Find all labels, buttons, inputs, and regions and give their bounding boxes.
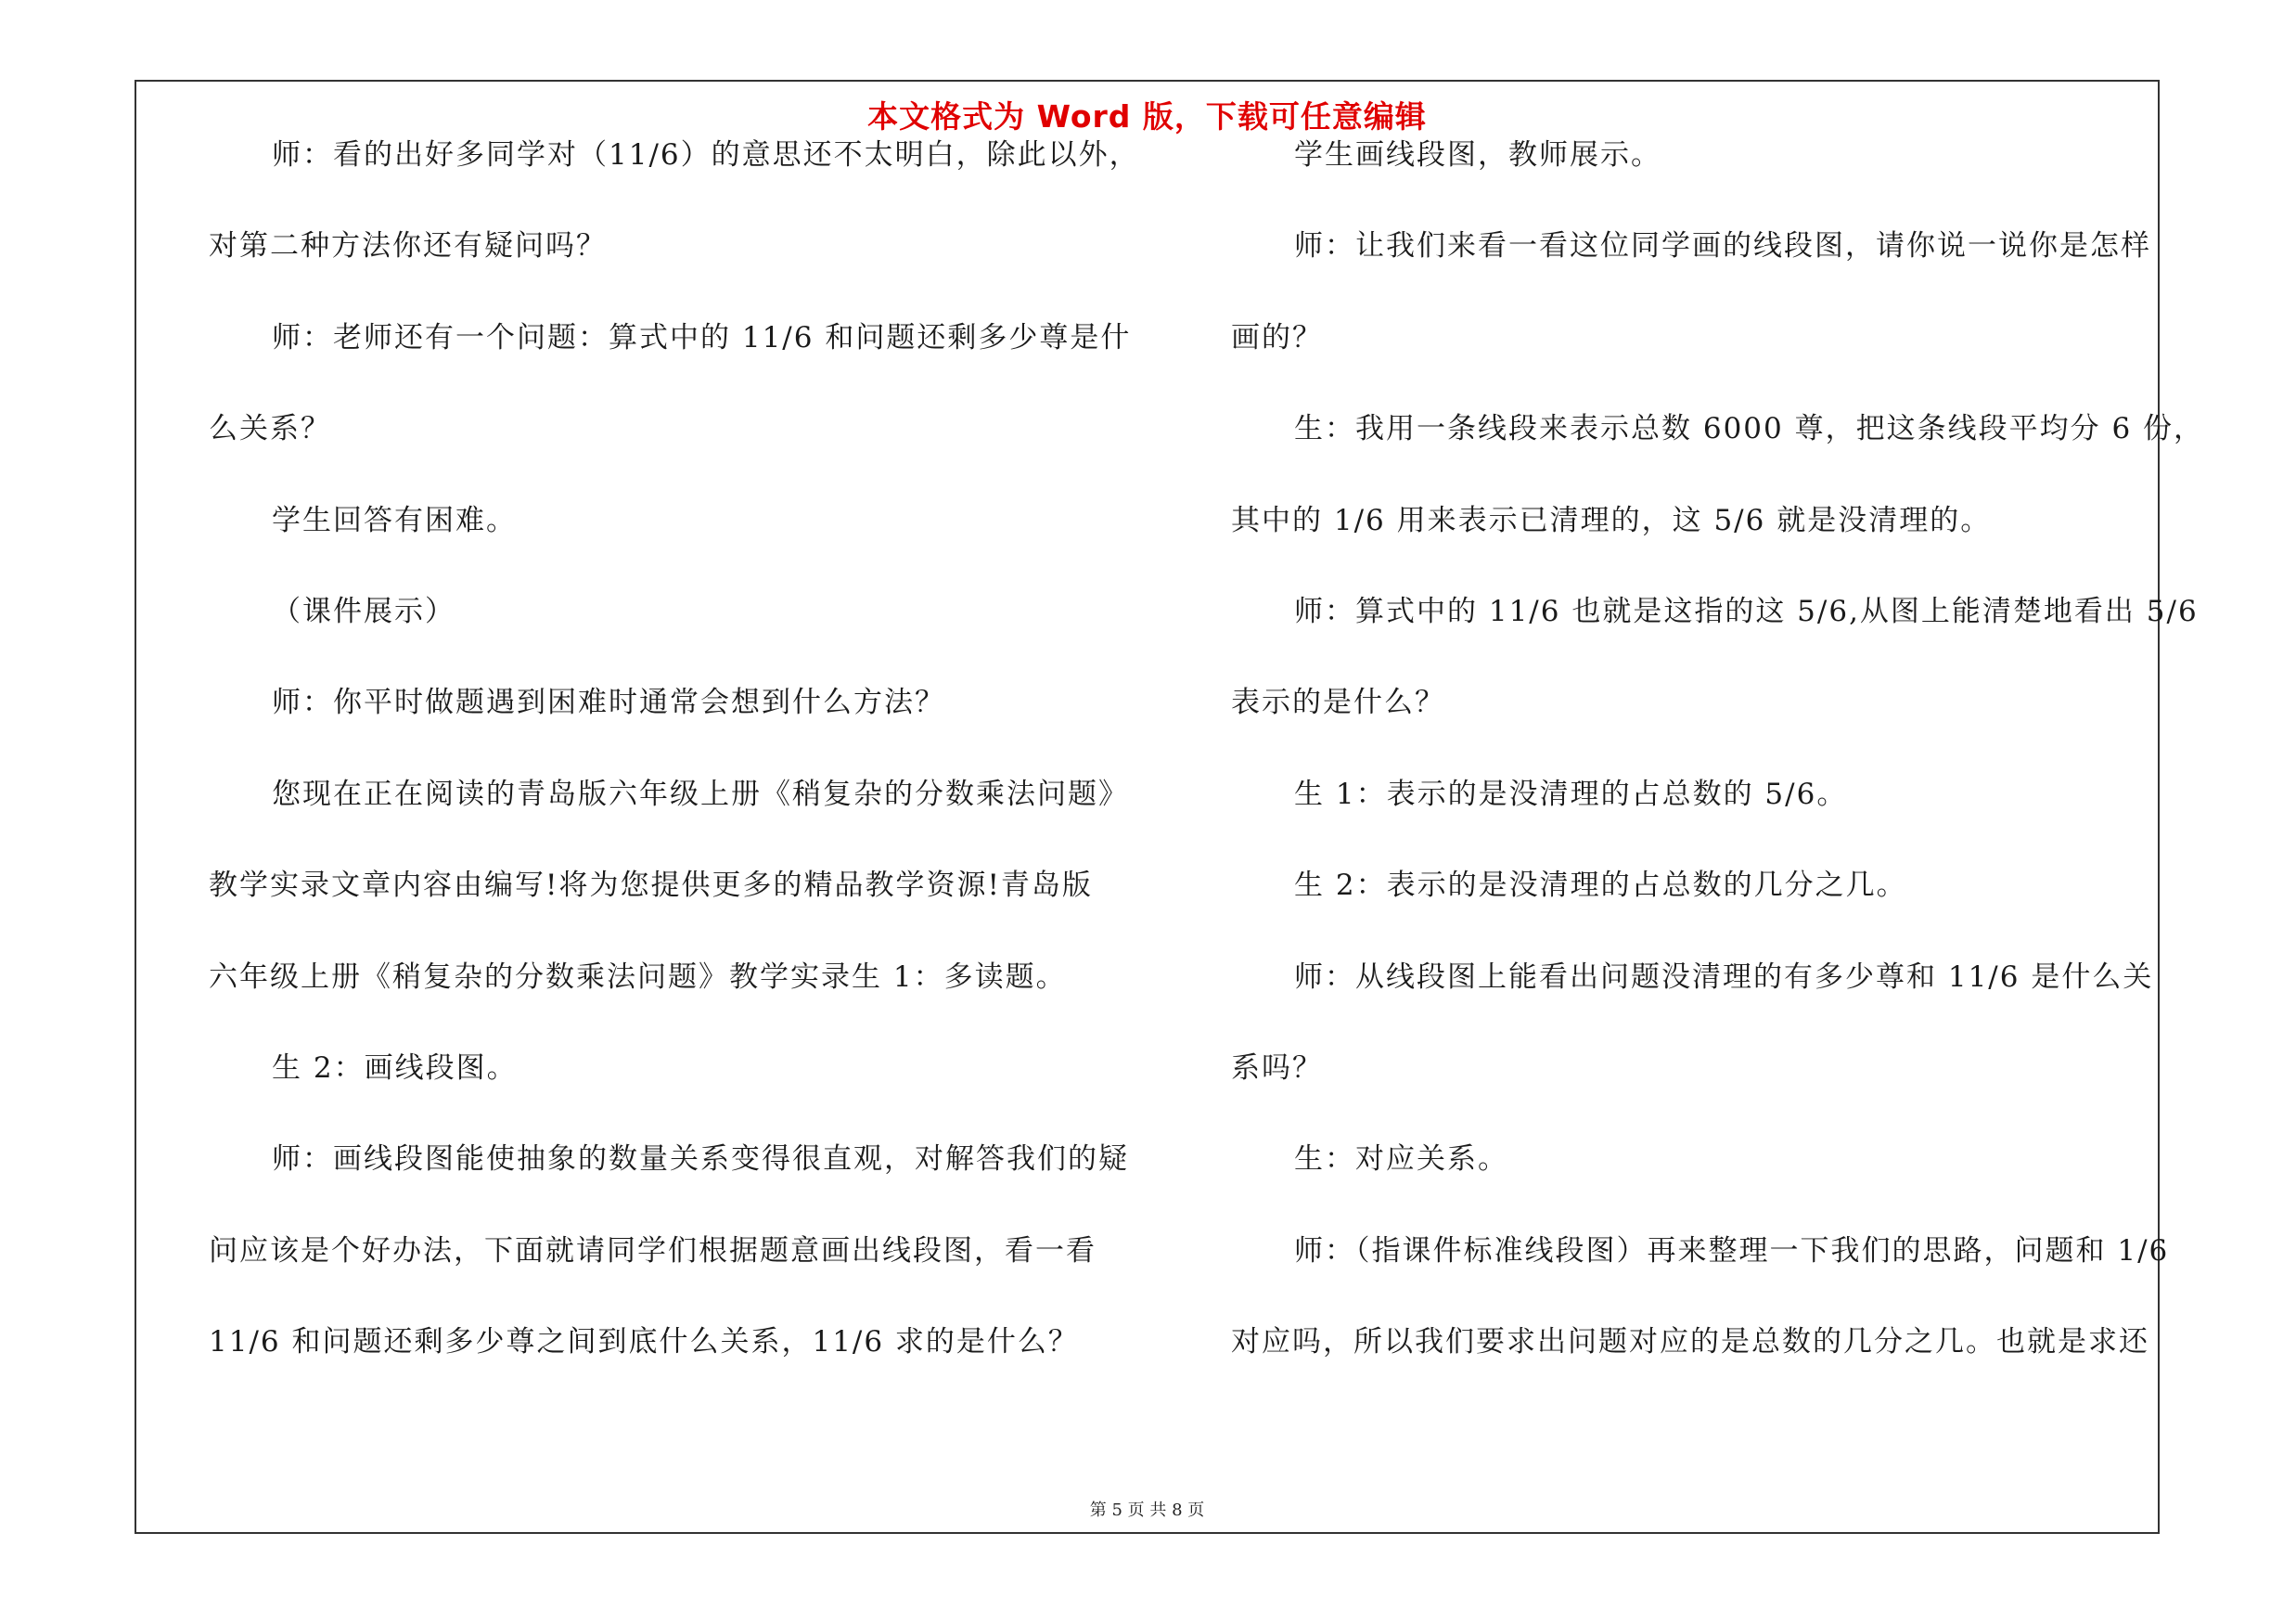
text-line: 师：从线段图上能看出问题没清理的有多少尊和 11/6 是什么关 [1294, 960, 2154, 994]
text-line: 问应该是个好办法，下面就请同学们根据题意画出线段图，看一看 [209, 1233, 1097, 1268]
text-line: 生：我用一条线段来表示总数 6000 尊，把这条线段平均分 6 份， [1294, 412, 2205, 446]
text-line: 您现在正在阅读的青岛版六年级上册《稍复杂的分数乘法问题》 [272, 777, 1129, 811]
text-line: 表示的是什么？ [1231, 686, 1445, 720]
text-line: 教学实录文章内容由编写!将为您提供更多的精品教学资源!青岛版 [209, 869, 1093, 903]
text-line: 六年级上册《稍复杂的分数乘法问题》教学实录生 1：多读题。 [209, 960, 1067, 994]
text-line: 生 2：画线段图。 [272, 1050, 518, 1085]
text-line: 师：老师还有一个问题：算式中的 11/6 和问题还剩多少尊是什 [272, 320, 1132, 354]
text-line: 师：让我们来看一看这位同学画的线段图，请你说一说你是怎样 [1294, 229, 2151, 264]
page-frame [135, 80, 2205, 1534]
text-line: 生 2：表示的是没清理的占总数的几分之几。 [1294, 869, 1907, 903]
text-line: 师：（指课件标准线段图）再来整理一下我们的思路，问题和 1/6 [1294, 1233, 2170, 1268]
text-line: 生：对应关系。 [1294, 1142, 1508, 1177]
text-line: 么关系？ [209, 412, 331, 446]
text-line: 系吗？ [1231, 1050, 1323, 1085]
text-line: 师：你平时做题遇到困难时通常会想到什么方法？ [272, 686, 945, 720]
text-line: 学生回答有困难。 [272, 503, 517, 537]
text-line: 对应吗，所以我们要求出问题对应的是总数的几分之几。也就是求还 [1231, 1325, 2149, 1359]
text-line: 11/6 和问题还剩多少尊之间到底什么关系，11/6 求的是什么？ [209, 1325, 1079, 1359]
text-line: 师：画线段图能使抽象的数量关系变得很直观，对解答我们的疑 [272, 1142, 1129, 1177]
text-line: 生 1：表示的是没清理的占总数的 5/6。 [1294, 777, 1848, 811]
text-line: （课件展示） [272, 594, 455, 628]
text-line: 对第二种方法你还有疑问吗？ [209, 229, 607, 264]
right-column [1231, 109, 2205, 1387]
text-line: 画的？ [1231, 320, 1323, 354]
page-header: 本文格式为 Word 版，下载可任意编辑 [867, 98, 1427, 135]
text-line: 学生画线段图，教师展示。 [1294, 138, 1661, 172]
text-line: 师：看的出好多同学对（11/6）的意思还不太明白，除此以外， [272, 138, 1140, 172]
left-column [209, 109, 1146, 1387]
page-footer: 第 5 页 共 8 页 [1089, 1501, 1205, 1520]
text-line: 师：算式中的 11/6 也就是这指的这 5/6,从图上能清楚地看出 5/6 [1294, 594, 2199, 628]
text-line: 其中的 1/6 用来表示已清理的，这 5/6 就是没清理的。 [1231, 503, 1992, 537]
